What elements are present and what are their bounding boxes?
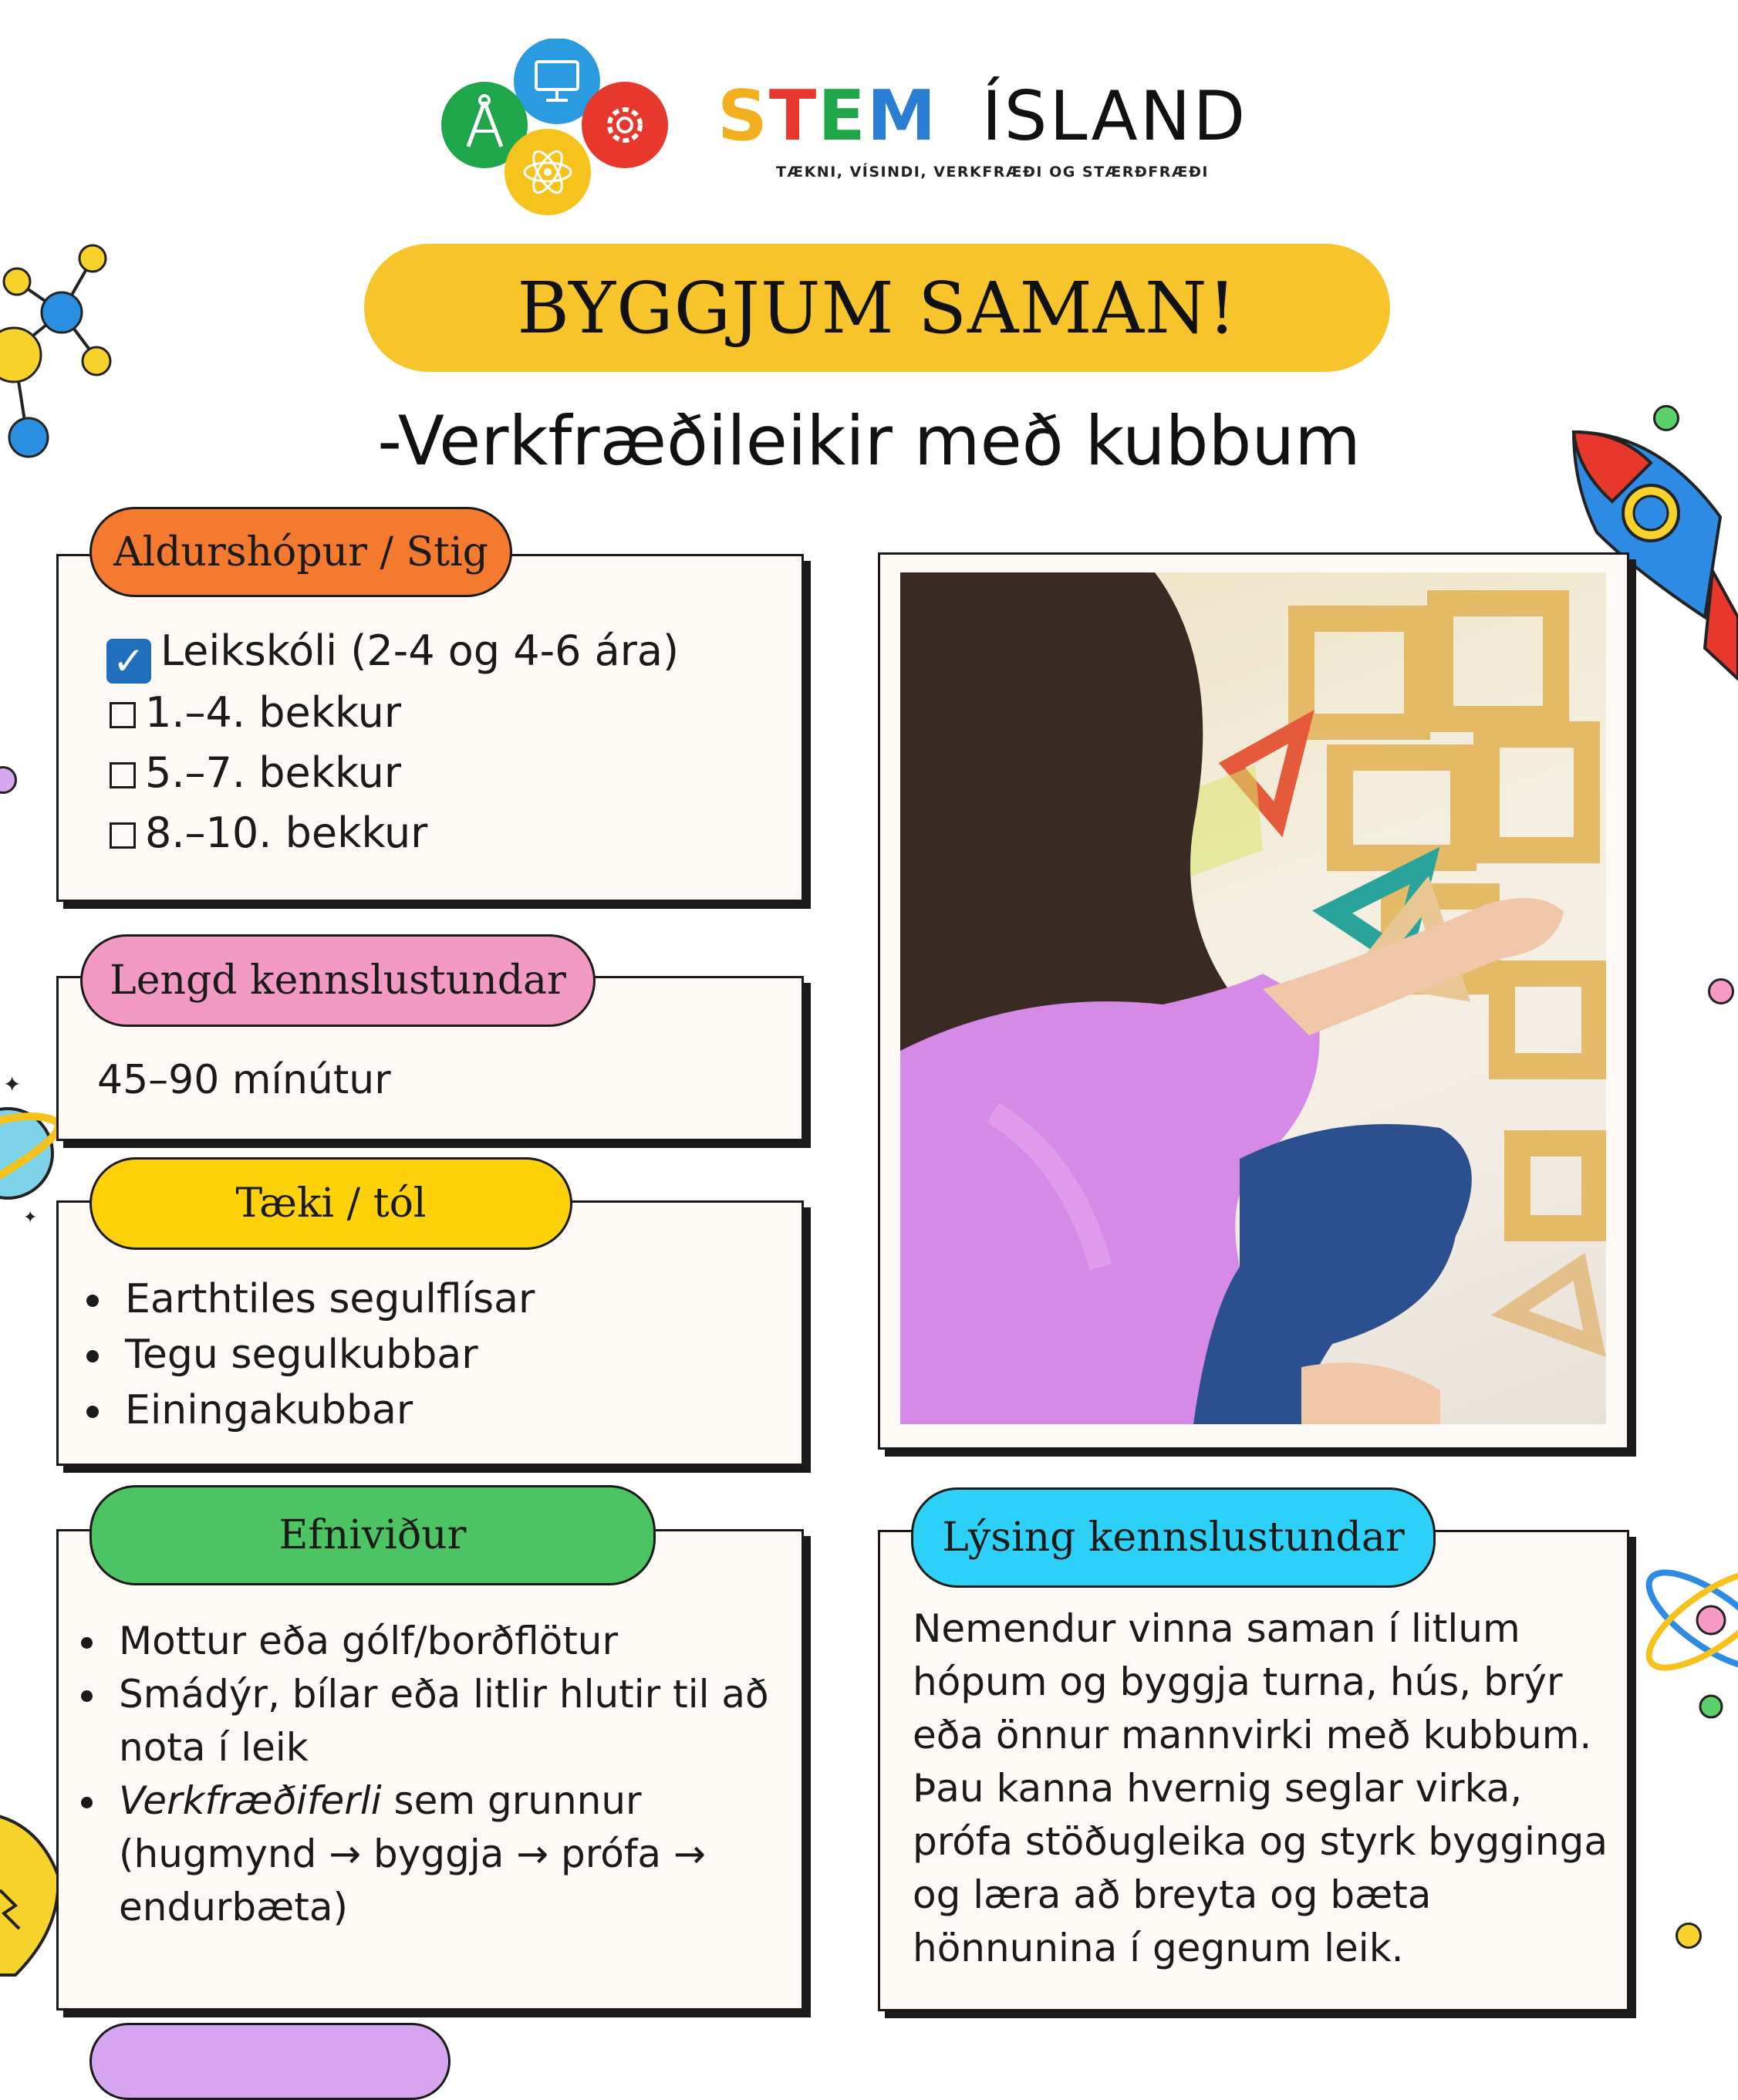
brand-tagline: TÆKNI, VÍSINDI, VERKFRÆÐI OG STÆRÐFRÆÐI: [776, 164, 1209, 181]
brand-stem-letter: T: [768, 76, 818, 157]
list-item: • Mottur eða gólf/borðflötur: [110, 1615, 769, 1668]
description-line: prófa stöðugleika og styrk bygginga: [913, 1819, 1608, 1864]
list-item-line: (hugmynd → byggja → prófa →: [119, 1832, 706, 1876]
age-group-heading: Aldurshópur / Stig: [89, 507, 512, 597]
description-line: og læra að breyta og bæta: [913, 1872, 1432, 1917]
list-item: [110, 1774, 769, 1934]
title-banner: [364, 244, 1390, 372]
description-line: hópum og byggja turna, hús, brýr: [913, 1659, 1563, 1704]
tools-heading: Tæki / tól: [89, 1157, 572, 1250]
stem-logo: [428, 39, 671, 216]
pink-dot-icon: [1708, 978, 1734, 1004]
list-item: • Earthtiles segulflísar: [116, 1271, 535, 1327]
age-option-grade-1-4[interactable]: [110, 688, 401, 737]
brand-stem-letter: M: [866, 76, 938, 157]
duration-value: 45–90 mínútur: [97, 1057, 391, 1103]
next-section-heading-pill: [89, 2023, 451, 2100]
svg-text:✦: ✦: [23, 1208, 38, 1227]
age-option-label: 8.–10. bekkur: [145, 809, 428, 857]
checkbox-icon[interactable]: [110, 822, 136, 849]
page-title: BYGGJUM SAMAN!: [517, 266, 1237, 349]
age-option-label: Leikskóli (2-4 og 4-6 ára): [160, 626, 680, 675]
age-option-grade-8-10[interactable]: [110, 809, 427, 857]
brand-stem: [717, 76, 963, 157]
age-option-label: 5.–7. bekkur: [145, 748, 402, 797]
description-line: eða önnur mannvirki með kubbum.: [913, 1713, 1592, 1757]
tools-list: [56, 1271, 535, 1438]
molecule-icon: [0, 239, 127, 463]
purple-dot-icon: [0, 766, 17, 794]
page-subtitle: -Verkfræðileikir með kubbum: [377, 401, 1361, 481]
age-option-preschool[interactable]: [106, 626, 679, 684]
age-option-grade-5-7[interactable]: [110, 748, 401, 797]
materials-heading: Efniviður: [89, 1485, 656, 1585]
brand-stem-text: [717, 76, 937, 157]
child-playing-with-blocks-photo: [900, 572, 1606, 1424]
list-item: • Tegu segulkubbar: [116, 1327, 535, 1383]
materials-list: [49, 1615, 769, 1934]
list-item: [110, 1668, 769, 1774]
green-dot-icon: [1653, 405, 1679, 431]
yellow-dot-icon: [1676, 1923, 1702, 1949]
description-text: [913, 1602, 1608, 1975]
list-item-line: Smádýr, bílar eða litlir hlutir til að: [119, 1672, 769, 1717]
brand-island: ÍSLAND: [981, 76, 1248, 156]
brand-stem-letter: E: [818, 76, 867, 157]
description-line: hönnunina í gegnum leik.: [913, 1926, 1404, 1970]
description-line: Þau kanna hvernig seglar virka,: [913, 1766, 1523, 1811]
checkbox-icon[interactable]: [110, 762, 136, 788]
description-heading: Lýsing kennslustundar: [911, 1487, 1436, 1588]
svg-text:✦: ✦: [3, 1076, 22, 1097]
duration-heading: Lengd kennslustundar: [80, 934, 596, 1027]
description-line: Nemendur vinna saman í litlum: [913, 1606, 1520, 1651]
list-item-emphasis: Verkfræðiferli: [119, 1778, 382, 1823]
list-item-line: endurbæta): [119, 1885, 349, 1930]
checked-checkbox-icon[interactable]: ✓: [106, 639, 151, 684]
list-item: • Einingakubbar: [116, 1383, 535, 1438]
age-option-label: 1.–4. bekkur: [145, 688, 402, 737]
atom-icon: [1634, 1524, 1738, 1728]
checkbox-icon[interactable]: [110, 702, 136, 728]
planet-icon: [0, 1076, 62, 1231]
brand-wordmark: [717, 76, 1247, 157]
brand-stem-letter: S: [717, 76, 769, 157]
list-item-line: sem grunnur: [381, 1778, 642, 1823]
list-item-line: nota í leik: [119, 1725, 309, 1770]
